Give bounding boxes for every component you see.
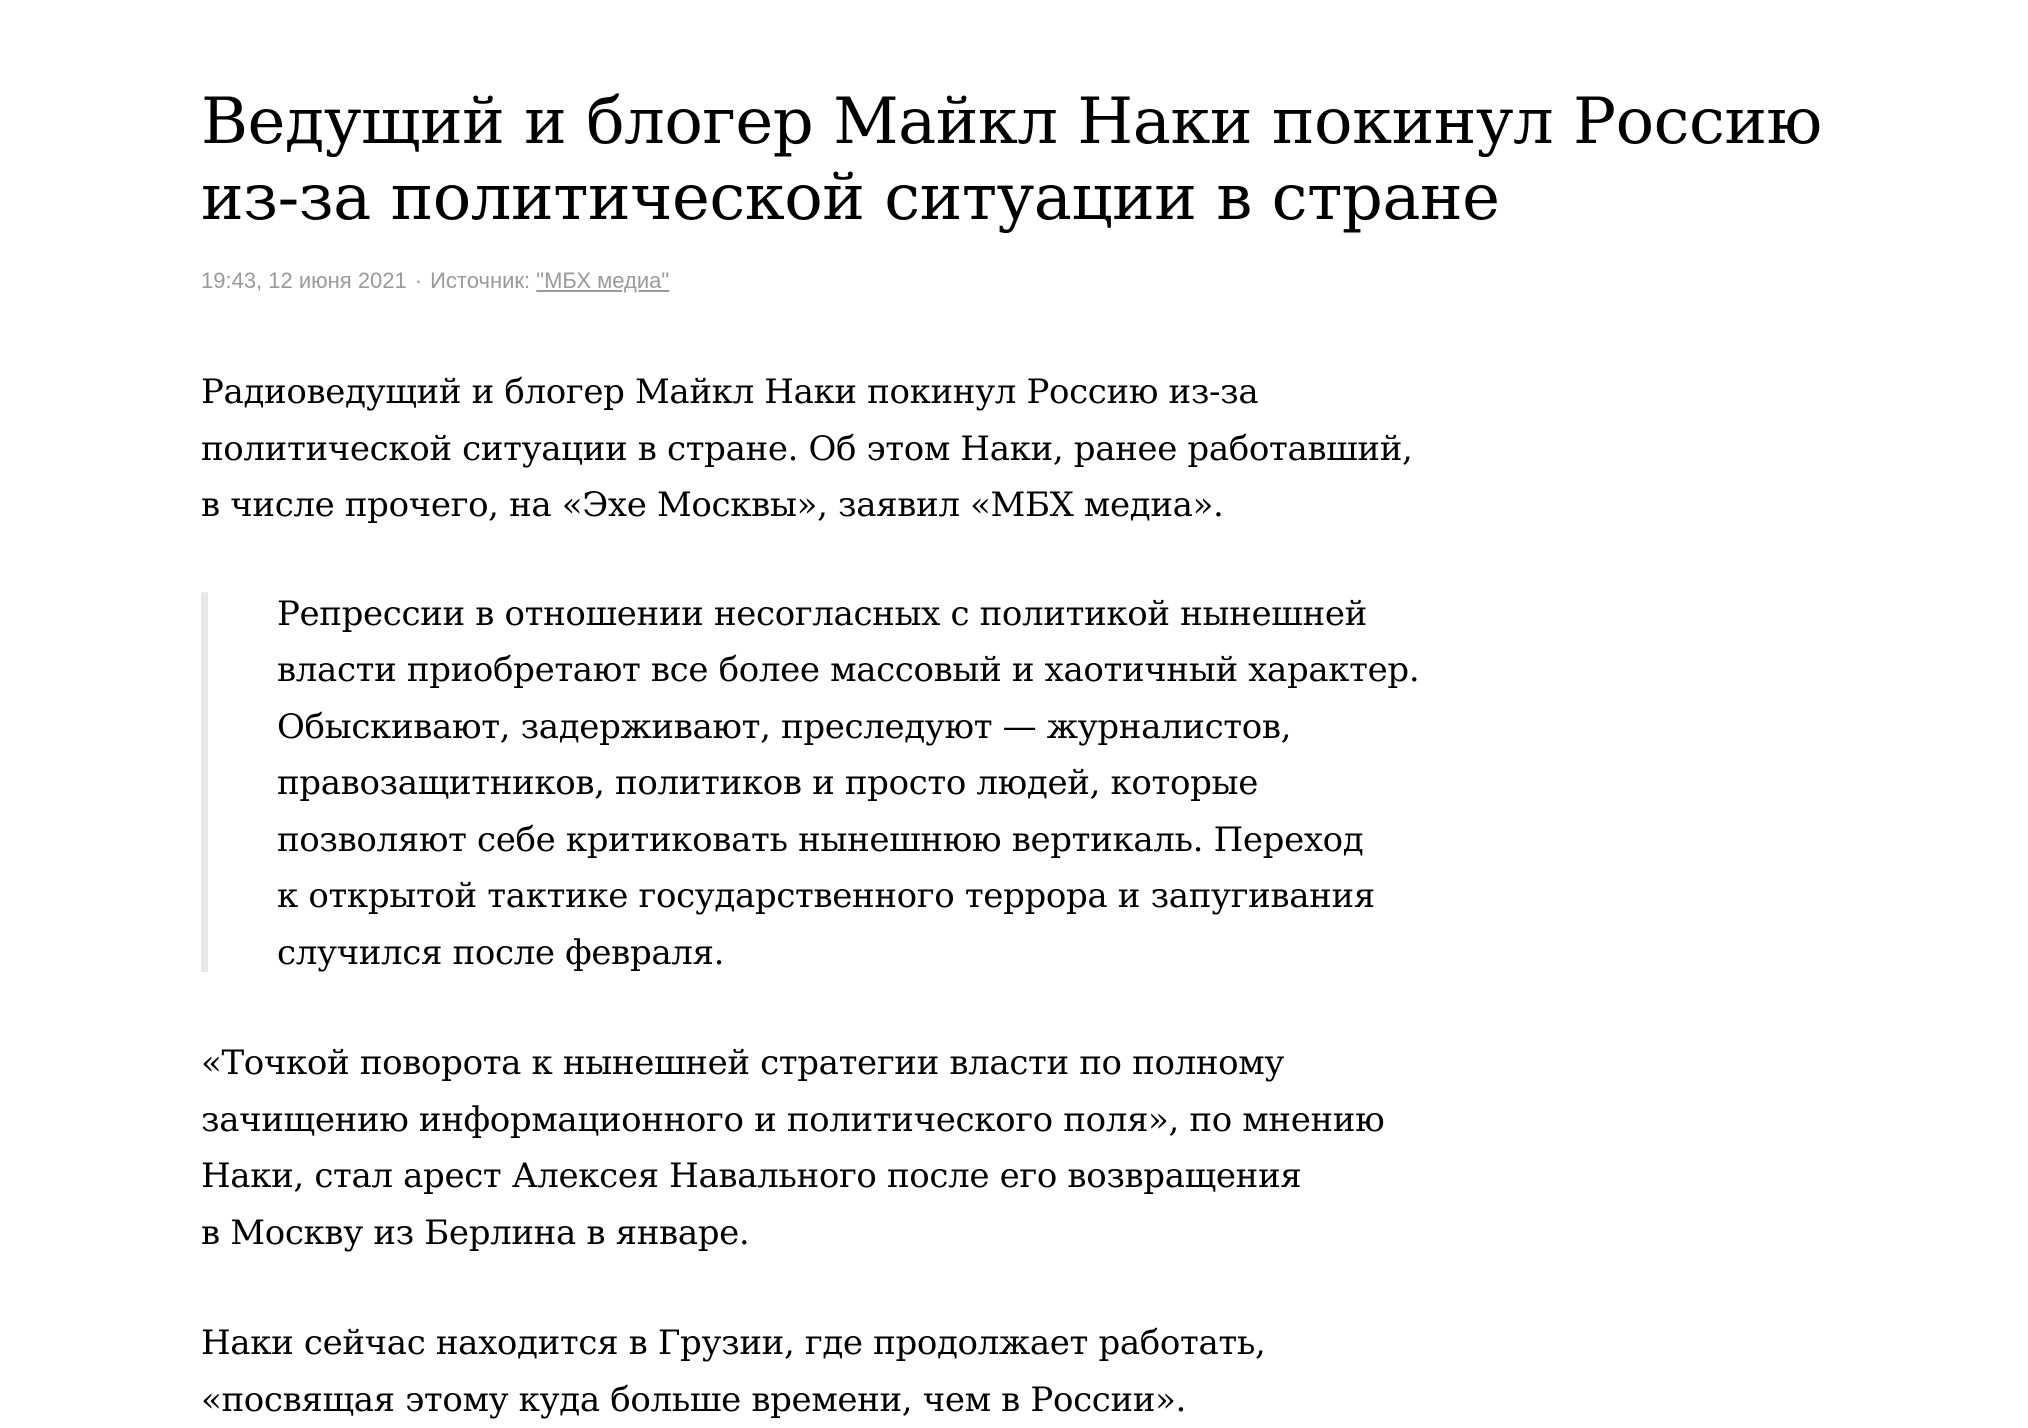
quote-line: случился после февраля. [277, 932, 725, 973]
paragraph-3 [201, 1315, 1491, 1428]
headline-line-2: из-за политической ситуации в стране [201, 161, 1500, 235]
publish-datetime: 19:43, 12 июня 2021 [201, 268, 407, 293]
paragraph-line: «посвящая этому куда больше времени, чем в России». [201, 1379, 1186, 1420]
lead-line: в числе прочего, на «Эхе Москвы», заявил «МБХ медиа». [201, 485, 1224, 525]
paragraph-line: зачищению информационного и политического поля», по мнению [201, 1099, 1385, 1140]
quote-line: Обыскивают, задерживают, преследуют — журналистов, [277, 706, 1292, 747]
quote-line: к открытой тактике государственного террора и запугивания [277, 876, 1375, 916]
article [201, 84, 1921, 1428]
lead-line: политической ситуации в стране. Об этом Наки, ранее работавший, [201, 428, 1413, 469]
blockquote [201, 586, 1567, 982]
headline-line-1: Ведущий и блогер Майкл Наки покинул Россию [201, 85, 1822, 159]
meta-separator: · [414, 268, 423, 293]
article-headline [201, 84, 1921, 236]
article-meta [201, 266, 1921, 296]
quote-bar [201, 592, 208, 972]
lead-paragraph [201, 364, 1491, 534]
quote-line: позволяют себе критиковать нынешнюю вертикаль. Переход [277, 819, 1364, 860]
paragraph-line: Наки сейчас находится в Грузии, где продолжает работать, [201, 1323, 1266, 1363]
quote-line: Репрессии в отношении несогласных с политикой нынешней [277, 593, 1367, 634]
source-label: Источник: [430, 268, 531, 293]
paragraph-line: Наки, стал арест Алексея Навального после его возвращения [201, 1156, 1302, 1196]
quote-line: власти приобретают все более массовый и хаотичный характер. [277, 650, 1420, 690]
lead-line: Радиоведущий и блогер Майкл Наки покинул Россию из-за [201, 372, 1259, 412]
source-link[interactable]: "МБХ медиа" [536, 268, 670, 293]
quote-line: правозащитников, политиков и просто людей, которые [277, 763, 1259, 803]
paragraph-2 [201, 1035, 1491, 1261]
paragraph-line: в Москву из Берлина в январе. [201, 1212, 750, 1253]
paragraph-line: «Точкой поворота к нынешней стратегии власти по полному [201, 1043, 1284, 1083]
